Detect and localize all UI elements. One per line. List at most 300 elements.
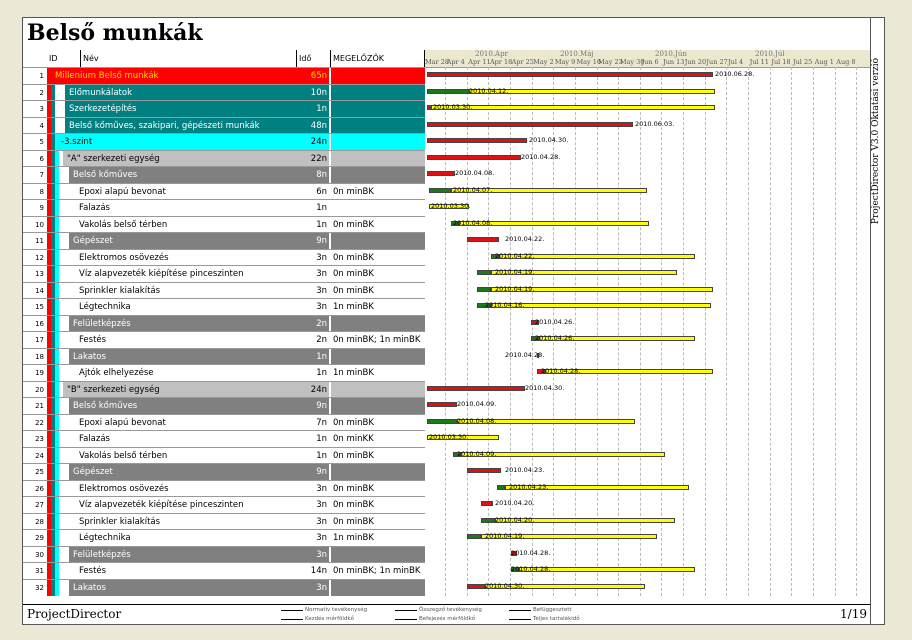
hierarchy-strip xyxy=(55,184,59,200)
table-row[interactable] xyxy=(23,331,425,348)
table-row[interactable] xyxy=(23,166,425,183)
task-predecessors: 1n minBK xyxy=(331,365,425,381)
task-name: Belső kőműves xyxy=(69,167,297,183)
row-id: 9 xyxy=(39,204,44,212)
task-bar[interactable] xyxy=(427,171,455,176)
task-name: Festés xyxy=(75,563,297,579)
grid-line xyxy=(705,67,706,596)
table-row[interactable] xyxy=(23,480,425,497)
row-id: 10 xyxy=(35,220,44,229)
task-duration: 7n xyxy=(297,415,329,431)
task-name: Víz alapvezeték kiépítése pinceszinten xyxy=(75,266,297,282)
col-header-predecessors[interactable]: MEGELŐZŐK xyxy=(331,50,425,67)
hierarchy-strip xyxy=(55,200,59,216)
row-id: 31 xyxy=(35,567,44,575)
gantt-page xyxy=(22,17,885,625)
bar-date-label: 2010.04.08. xyxy=(453,218,493,227)
task-predecessors: 0n minBK xyxy=(331,481,425,497)
task-duration: 24n xyxy=(297,382,329,398)
week-label: May 23 xyxy=(598,58,623,66)
hierarchy-strip xyxy=(55,167,59,183)
col-header-duration[interactable]: Idő xyxy=(297,50,331,67)
table-row[interactable] xyxy=(23,183,425,200)
week-label: Aug 8 xyxy=(836,58,856,66)
legend-label: Normatív tevékenység xyxy=(305,607,368,613)
task-duration: 9n xyxy=(297,464,329,480)
bar-date-label: 2010.04.28. xyxy=(511,548,551,557)
task-predecessors xyxy=(331,85,425,101)
task-bar[interactable] xyxy=(427,402,457,407)
footer-app-name: ProjectDirector xyxy=(27,607,122,621)
row-id: 22 xyxy=(35,418,44,427)
table-row[interactable] xyxy=(23,381,425,398)
legend-line xyxy=(509,619,531,620)
table-row[interactable] xyxy=(23,463,425,480)
task-predecessors xyxy=(331,200,425,216)
bar-date-label: 2010.04.19. xyxy=(495,284,535,293)
row-id: 25 xyxy=(35,468,44,476)
bar-date-label: 2010.06.03. xyxy=(635,119,675,128)
hierarchy-strip xyxy=(55,580,59,596)
task-predecessors: 0n minBK xyxy=(331,448,425,464)
task-name: Belső kőműves, szakipari, gépészeti munkák xyxy=(65,118,297,134)
table-row[interactable] xyxy=(23,216,425,233)
task-bar[interactable] xyxy=(429,188,451,193)
task-predecessors xyxy=(331,233,425,249)
task-name: Epoxi alapú bevonat xyxy=(75,184,297,200)
bar-date-label: 2010.04.26. xyxy=(535,317,575,326)
row-id: 6 xyxy=(39,154,44,163)
row-id: 17 xyxy=(35,336,44,344)
timeline-header xyxy=(425,50,871,68)
task-name: Epoxi alapú bevonat xyxy=(75,415,297,431)
task-predecessors: 0n minBK xyxy=(331,217,425,233)
bar-date-label: 2010.04.12. xyxy=(469,86,509,95)
week-label: Jul 11 xyxy=(749,58,769,66)
task-bar[interactable] xyxy=(427,72,713,77)
legend-line xyxy=(281,619,303,620)
table-row[interactable] xyxy=(23,430,425,447)
row-id: 21 xyxy=(35,402,44,410)
task-bar[interactable] xyxy=(477,270,491,275)
hierarchy-strip xyxy=(55,448,59,464)
hierarchy-strip xyxy=(55,464,59,480)
month-label: 2010.Júl xyxy=(755,50,785,58)
row-id: 1 xyxy=(39,72,44,80)
row-id: 12 xyxy=(35,253,44,262)
week-label: May 16 xyxy=(576,58,602,66)
grid-line xyxy=(813,67,814,596)
row-id: 18 xyxy=(35,352,44,361)
row-id: 23 xyxy=(35,435,44,443)
hierarchy-strip xyxy=(55,349,59,365)
week-label: Jul 4 xyxy=(728,58,744,66)
task-predecessors xyxy=(331,349,425,365)
bar-date-label: 2010.04.30. xyxy=(525,383,565,392)
bar-date-label: 2010.04.07. xyxy=(453,185,493,194)
legend-label: Kezdés mérföldkő xyxy=(305,616,354,622)
task-duration: 3n xyxy=(297,266,329,282)
task-name: Gépészet xyxy=(69,233,297,249)
row-id: 11 xyxy=(35,237,44,245)
side-vertical-text: ProjectDirector V3.0 Oktatási verzió xyxy=(871,58,881,225)
task-predecessors xyxy=(331,547,425,563)
task-predecessors: 0n minBK xyxy=(331,266,425,282)
week-label: Jun 27 xyxy=(706,58,728,66)
table-row[interactable] xyxy=(23,150,425,167)
task-predecessors: 0n minBK xyxy=(331,283,425,299)
grid-line xyxy=(835,67,836,596)
task-bar[interactable] xyxy=(467,584,485,589)
task-table xyxy=(23,50,425,596)
task-predecessors: 0n minBK; 1n minBK xyxy=(331,563,425,579)
bar-date-label: 2010.04.22. xyxy=(495,251,535,260)
grid-line xyxy=(856,67,857,596)
task-duration: 3n xyxy=(297,481,329,497)
row-id: 24 xyxy=(35,451,44,460)
table-row[interactable] xyxy=(23,249,425,266)
task-duration: 14n xyxy=(297,563,329,579)
row-id: 14 xyxy=(35,286,44,295)
hierarchy-strip xyxy=(55,514,59,530)
task-duration: 2n xyxy=(297,332,329,348)
task-duration: 3n xyxy=(297,283,329,299)
task-duration: 65n xyxy=(297,68,329,84)
bar-date-label: 2010.04.08. xyxy=(457,416,497,425)
task-duration: 3n xyxy=(297,497,329,513)
task-predecessors: 0n minBK xyxy=(331,415,425,431)
task-name: Légtechnika xyxy=(75,299,297,315)
table-row[interactable] xyxy=(23,84,425,101)
month-label: 2010.Jún xyxy=(655,50,687,58)
row-id: 32 xyxy=(35,583,44,592)
table-row[interactable] xyxy=(23,496,425,513)
task-name: Víz alapvezeték kiépítése pinceszinten xyxy=(75,497,297,513)
bar-date-label: 2010.04.30. xyxy=(529,136,569,144)
task-bar[interactable] xyxy=(431,105,715,110)
hierarchy-strip xyxy=(55,563,59,579)
table-row[interactable] xyxy=(23,315,425,332)
task-predecessors xyxy=(331,316,425,332)
task-bar[interactable] xyxy=(481,501,493,506)
week-label: May 30 xyxy=(619,58,645,66)
task-name: Vakolás belső térben xyxy=(75,217,297,233)
hierarchy-strip xyxy=(55,151,59,167)
week-label: Aug 1 xyxy=(814,58,834,66)
task-duration: 48n xyxy=(297,118,329,134)
hierarchy-strip xyxy=(55,266,59,282)
task-bar[interactable] xyxy=(427,89,469,94)
page-footer xyxy=(23,604,871,625)
table-row[interactable] xyxy=(23,199,425,216)
task-predecessors: 0n minBK xyxy=(331,184,425,200)
bar-date-label: 2010.04.28. xyxy=(505,350,545,359)
bar-date-label: 2010.04.20. xyxy=(495,515,535,524)
hierarchy-strip xyxy=(55,382,59,398)
task-duration: 3n xyxy=(297,514,329,530)
row-id: 27 xyxy=(35,501,44,509)
task-duration: 8n xyxy=(297,167,329,183)
task-bar[interactable] xyxy=(467,534,481,539)
table-row[interactable] xyxy=(23,579,425,596)
task-name: "A" szerkezeti egység xyxy=(63,151,297,167)
week-label: Jul 18 xyxy=(771,58,791,66)
grid-line xyxy=(683,67,684,596)
side-panel xyxy=(870,18,884,624)
table-row[interactable] xyxy=(23,265,425,282)
task-name: Szerkezetépítés xyxy=(65,101,297,117)
task-name: Belső kőműves xyxy=(69,398,297,414)
row-id: 26 xyxy=(35,484,44,493)
bar-date-label: 2010.04.20. xyxy=(495,499,535,507)
row-id: 8 xyxy=(39,187,44,196)
task-duration: 1n xyxy=(297,101,329,117)
bar-date-label: 2010.04.23. xyxy=(509,482,549,491)
week-label: Apr 11 xyxy=(468,58,491,66)
task-name: Előmunkálatok xyxy=(65,85,297,101)
row-id: 4 xyxy=(39,121,44,130)
task-duration: 1n xyxy=(297,448,329,464)
task-duration: 3n xyxy=(297,250,329,266)
task-predecessors: 0n minBK xyxy=(331,250,425,266)
task-predecessors xyxy=(331,382,425,398)
bar-date-label: 2010.04.30. xyxy=(485,581,525,590)
bar-date-label: 2010.04.09. xyxy=(457,449,497,458)
hierarchy-strip xyxy=(55,431,59,447)
row-id: 16 xyxy=(35,319,44,328)
grid-line xyxy=(770,67,771,596)
hierarchy-strip xyxy=(51,118,55,134)
task-bar[interactable] xyxy=(477,287,491,292)
hierarchy-strip xyxy=(55,283,59,299)
task-name: Elektromos osövezés xyxy=(75,250,297,266)
row-id: 13 xyxy=(35,270,44,278)
bar-date-label: 2010.04.26. xyxy=(535,334,575,342)
bar-date-label: 2010.06.28. xyxy=(715,70,755,78)
bar-date-label: 2010.04.09. xyxy=(457,400,497,408)
task-bar[interactable] xyxy=(427,386,525,391)
task-duration: 1n xyxy=(297,365,329,381)
task-predecessors xyxy=(331,398,425,414)
bar-date-label: 2010.04.16. xyxy=(485,301,525,309)
table-row[interactable] xyxy=(23,364,425,381)
table-row[interactable] xyxy=(23,447,425,464)
table-row[interactable] xyxy=(23,133,425,150)
week-label: Mar 28 xyxy=(425,58,449,66)
grid-line xyxy=(445,67,446,596)
legend-label: Teljes tartalékidő xyxy=(533,616,580,622)
task-bar[interactable] xyxy=(467,237,499,242)
task-bar[interactable] xyxy=(427,155,521,160)
table-row[interactable] xyxy=(23,513,425,530)
task-bar[interactable] xyxy=(497,485,505,490)
grid-line xyxy=(791,67,792,596)
bar-date-label: 2010.04.28. xyxy=(541,367,581,375)
table-row[interactable] xyxy=(23,100,425,117)
legend-line xyxy=(395,619,417,620)
bar-date-label: 2010.04.19. xyxy=(485,532,525,540)
bar-date-label: 2010.04.08. xyxy=(455,169,495,177)
task-predecessors xyxy=(331,151,425,167)
hierarchy-strip xyxy=(55,233,59,249)
task-name: -3.szint xyxy=(57,134,297,150)
task-name: "B" szerkezeti egység xyxy=(63,382,297,398)
bar-date-label: 2010.04.19. xyxy=(495,268,535,276)
hierarchy-strip xyxy=(55,299,59,315)
task-duration: 1n xyxy=(297,431,329,447)
table-row[interactable] xyxy=(23,232,425,249)
hierarchy-strip xyxy=(55,217,59,233)
hierarchy-strip xyxy=(55,250,59,266)
page-number: 1/19 xyxy=(840,607,867,621)
task-duration: 24n xyxy=(297,134,329,150)
table-row[interactable] xyxy=(23,67,425,84)
week-label: Apr 25 xyxy=(511,58,534,66)
bar-date-label: 2010.04.22. xyxy=(505,235,545,243)
task-predecessors: 0n minBK xyxy=(331,514,425,530)
bar-date-label: 2010.04.28. xyxy=(511,565,551,573)
table-row[interactable] xyxy=(23,562,425,579)
task-bar[interactable] xyxy=(427,138,527,143)
bar-date-label: 2010.04.28. xyxy=(521,152,561,161)
task-name: Felületképzés xyxy=(69,547,297,563)
week-label: May 9 xyxy=(554,58,576,66)
task-predecessors xyxy=(331,464,425,480)
hierarchy-strip xyxy=(55,547,59,563)
task-duration: 1n xyxy=(297,349,329,365)
task-predecessors xyxy=(331,68,425,84)
task-bar[interactable] xyxy=(481,518,495,523)
task-name: Lakatos xyxy=(69,349,297,365)
week-label: Jun 13 xyxy=(663,58,685,66)
bar-date-label: 2010.03.30. xyxy=(429,433,469,441)
task-duration: 6n xyxy=(297,184,329,200)
legend-label: Összegző tevékenység xyxy=(419,607,482,613)
row-id: 7 xyxy=(39,171,44,179)
task-duration: 9n xyxy=(297,398,329,414)
hierarchy-strip xyxy=(55,481,59,497)
table-row[interactable] xyxy=(23,546,425,563)
task-duration: 2n xyxy=(297,316,329,332)
task-predecessors: 0n minBK; 1n minBK xyxy=(331,332,425,348)
task-name: Lakatos xyxy=(69,580,297,596)
table-row[interactable] xyxy=(23,348,425,365)
task-duration: 3n xyxy=(297,547,329,563)
task-name: Elektromos osövezés xyxy=(75,481,297,497)
legend-line xyxy=(509,610,531,611)
week-label: Apr 18 xyxy=(489,58,513,66)
table-row[interactable] xyxy=(23,282,425,299)
row-id: 5 xyxy=(39,138,44,146)
task-bar[interactable] xyxy=(467,468,501,473)
week-label: Jun 20 xyxy=(684,58,707,66)
task-bar[interactable] xyxy=(427,419,457,424)
task-predecessors: 1n minBK xyxy=(331,530,425,546)
row-id: 15 xyxy=(35,303,44,311)
hierarchy-strip xyxy=(51,85,55,101)
legend-label: Befüggesztett xyxy=(533,607,572,613)
hierarchy-strip xyxy=(55,398,59,414)
col-header-name[interactable]: Név xyxy=(81,50,297,67)
task-name: Felületképzés xyxy=(69,316,297,332)
page-title: Belső munkák xyxy=(27,20,203,46)
hierarchy-strip xyxy=(55,497,59,513)
month-label: 2010.Ápr xyxy=(475,50,508,58)
task-name: Gépészet xyxy=(69,464,297,480)
task-name: Sprinkler kialakítás xyxy=(75,283,297,299)
task-name: Millenium Belső munkák xyxy=(51,68,297,84)
bar-date-label: 2010.03.30. xyxy=(431,202,471,210)
task-duration: 9n xyxy=(297,233,329,249)
week-label: May 2 xyxy=(533,58,554,66)
task-duration: 22n xyxy=(297,151,329,167)
task-predecessors: 0n minBK xyxy=(331,497,425,513)
col-header-id[interactable]: ID xyxy=(47,50,81,67)
task-duration: 3n xyxy=(297,580,329,596)
task-predecessors: 1n minBK xyxy=(331,299,425,315)
task-duration: 1n xyxy=(297,217,329,233)
task-name: Falazás xyxy=(75,431,297,447)
month-label: 2010.Máj xyxy=(560,50,594,58)
legend-label: Befejezés mérföldkő xyxy=(419,616,476,622)
task-duration: 10n xyxy=(297,85,329,101)
task-predecessors xyxy=(331,580,425,596)
hierarchy-strip xyxy=(51,101,55,117)
hierarchy-strip xyxy=(55,530,59,546)
task-name: Festés xyxy=(75,332,297,348)
legend-line xyxy=(281,610,303,611)
task-name: Légtechnika xyxy=(75,530,297,546)
task-predecessors xyxy=(331,101,425,117)
table-row[interactable] xyxy=(23,117,425,134)
task-name: Ajtók elhelyezése xyxy=(75,365,297,381)
table-row[interactable] xyxy=(23,414,425,431)
task-duration: 3n xyxy=(297,530,329,546)
gantt-chart xyxy=(425,50,871,596)
hierarchy-strip xyxy=(55,316,59,332)
week-label: Apr 4 xyxy=(446,58,465,66)
task-name: Sprinkler kialakítás xyxy=(75,514,297,530)
row-id: 30 xyxy=(35,550,44,559)
hierarchy-strip xyxy=(55,365,59,381)
row-id: 29 xyxy=(35,534,44,542)
task-duration: 1n xyxy=(297,200,329,216)
legend-line xyxy=(395,610,417,611)
task-predecessors xyxy=(331,118,425,134)
grid-line xyxy=(748,67,749,596)
grid-line xyxy=(467,67,468,596)
week-label: Jun 6 xyxy=(641,58,659,66)
hierarchy-strip xyxy=(55,415,59,431)
bar-date-label: 2010.04.23. xyxy=(505,466,545,474)
task-name: Falazás xyxy=(75,200,297,216)
task-predecessors xyxy=(331,134,425,150)
task-bar[interactable] xyxy=(427,122,633,127)
task-name: Vakolás belső térben xyxy=(75,448,297,464)
row-id: 28 xyxy=(35,517,44,526)
grid-line xyxy=(726,67,727,596)
task-predecessors xyxy=(331,167,425,183)
week-label: Jul 25 xyxy=(793,58,813,66)
row-id: 3 xyxy=(39,105,44,113)
table-row[interactable] xyxy=(23,529,425,546)
row-id: 20 xyxy=(35,385,44,394)
hierarchy-strip xyxy=(55,332,59,348)
table-row[interactable] xyxy=(23,397,425,414)
task-duration: 3n xyxy=(297,299,329,315)
table-row[interactable] xyxy=(23,298,425,315)
row-id: 19 xyxy=(35,369,44,377)
